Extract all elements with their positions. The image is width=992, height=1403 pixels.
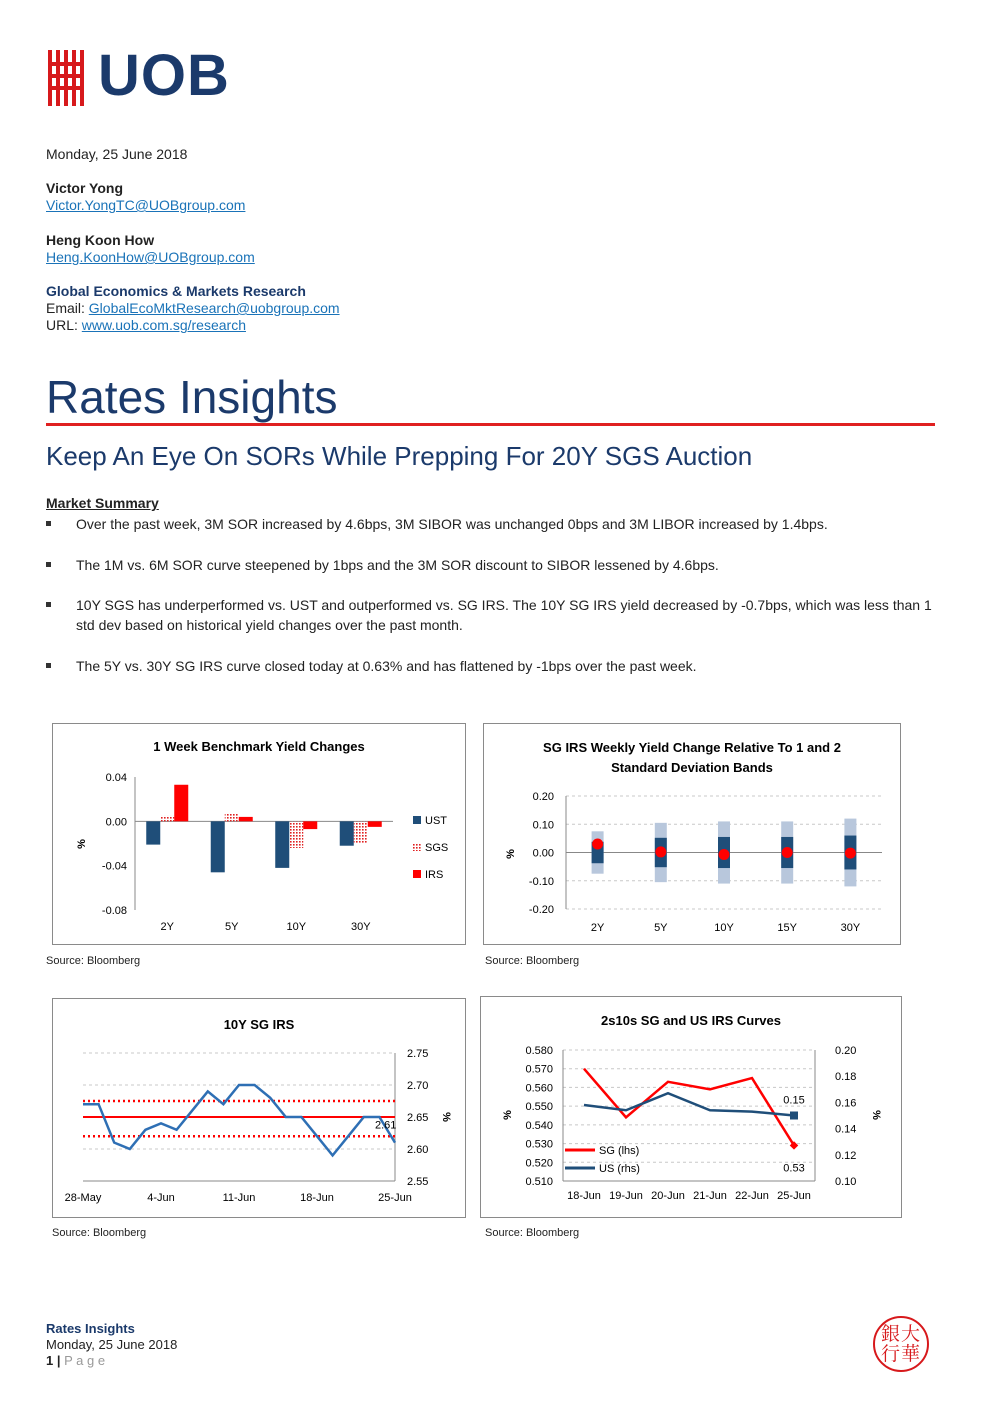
y-left-tick-label: 0.510 <box>525 1176 553 1188</box>
end-label-us: 0.15 <box>783 1094 805 1107</box>
chart-title: 2s10s SG and US IRS Curves <box>601 1013 781 1028</box>
weekly-change-point <box>592 839 603 850</box>
chart-10y-sg-irs-source: Source: Bloomberg <box>52 1227 147 1239</box>
x-tick-label: 5Y <box>225 921 239 933</box>
y-tick-label: 2.65 <box>407 1112 429 1124</box>
author-name-1: Victor Yong <box>46 180 124 196</box>
x-tick-label: 25-Jun <box>378 1192 412 1204</box>
bar-sgs <box>289 821 303 848</box>
team-url-line <box>46 317 246 334</box>
y-right-tick-label: 0.18 <box>835 1071 857 1084</box>
logo-text: UOB <box>98 43 230 108</box>
author-email-2[interactable]: Heng.KoonHow@UOBgroup.com <box>46 249 255 265</box>
chart-2s10s-svg <box>481 997 901 1217</box>
y-tick-label: 0.04 <box>105 772 127 784</box>
footer-page-number: 1 <box>46 1353 54 1368</box>
bar-irs <box>174 785 188 822</box>
y-left-axis-label: % <box>502 1110 514 1120</box>
chart-sd-bands <box>483 723 901 945</box>
y-left-tick-label: 0.570 <box>525 1063 553 1076</box>
x-tick-label: 5Y <box>654 922 668 934</box>
summary-bullet-text: The 1M vs. 6M SOR curve steepened by 1bps and the 3M SOR discount to SIBOR lessened by 4.6bps. <box>76 557 719 573</box>
y-right-tick-label: 0.16 <box>835 1097 857 1110</box>
chart-title-line: Standard Deviation Bands <box>611 760 773 775</box>
y-tick-label: 2.60 <box>407 1144 429 1156</box>
y-right-tick-label: 0.14 <box>835 1123 857 1136</box>
summary-bullet-text: Over the past week, 3M SOR increased by 4.6bps, 3M SIBOR was unchanged 0bps and 3M LIBOR increased by 1.4bps. <box>76 516 828 532</box>
bar-sgs <box>225 814 239 822</box>
series-line-10y-sg-irs <box>83 1085 395 1155</box>
x-tick-label: 18-Jun <box>300 1192 334 1204</box>
legend-swatch-ust <box>413 816 421 824</box>
x-tick-label: 2Y <box>590 922 605 934</box>
team-email-label: Email: <box>46 300 89 316</box>
chart-sd-bands-svg <box>484 724 900 944</box>
bullet-square-icon <box>46 521 51 526</box>
y-tick-label: 2.75 <box>407 1048 429 1060</box>
chart-2s10s <box>480 996 902 1218</box>
author-email-1[interactable]: Victor.YongTC@UOBgroup.com <box>46 197 246 213</box>
y-axis-label: % <box>505 849 517 859</box>
team-url-label: URL: <box>46 317 82 333</box>
legend-swatch-sgs <box>413 843 421 851</box>
last-value-label: 2.61 <box>375 1119 397 1132</box>
y-tick-label: 0.10 <box>532 819 554 832</box>
team-name: Global Economics & Markets Research <box>46 283 306 299</box>
x-tick-label: 18-Jun <box>567 1190 601 1202</box>
report-date: Monday, 25 June 2018 <box>46 146 188 162</box>
y-right-tick-label: 0.10 <box>835 1176 857 1188</box>
y-tick-label: 0.00 <box>532 847 554 860</box>
x-tick-label: 15Y <box>777 922 797 934</box>
x-tick-label: 19-Jun <box>609 1190 643 1202</box>
uob-chinese-seal <box>873 1316 929 1372</box>
y-left-tick-label: 0.520 <box>525 1157 553 1170</box>
y-tick-label: -0.10 <box>528 875 554 888</box>
y-left-tick-label: 0.540 <box>525 1119 553 1132</box>
y-right-tick-label: 0.20 <box>835 1045 857 1057</box>
bar-sgs <box>354 821 368 843</box>
y-tick-label: 2.70 <box>407 1080 429 1092</box>
x-tick-label: 25-Jun <box>777 1190 811 1202</box>
legend-label-us: US (rhs) <box>599 1163 640 1175</box>
x-tick-label: 4-Jun <box>147 1192 175 1204</box>
y-axis-label: % <box>440 1112 452 1122</box>
x-tick-label: 30Y <box>350 921 371 933</box>
legend-label-ust: UST <box>425 815 447 827</box>
seal-char-1: 銀 <box>881 1323 901 1345</box>
x-tick-label: 11-Jun <box>222 1192 256 1204</box>
chart-10y-sg-irs-svg <box>53 999 465 1217</box>
legend-label-irs: IRS <box>425 869 444 881</box>
y-left-tick-label: 0.580 <box>525 1045 553 1057</box>
bar-ust <box>211 821 225 872</box>
team-email[interactable]: GlobalEcoMktResearch@uobgroup.com <box>88 300 340 316</box>
bar-irs <box>303 821 317 829</box>
weekly-change-point <box>845 848 856 859</box>
team-email-line <box>46 300 340 317</box>
y-axis-label: % <box>76 839 88 849</box>
summary-bullet-text: The 5Y vs. 30Y SG IRS curve closed today at 0.63% and has flattened by -1bps over the past week. <box>76 658 697 674</box>
bar-sgs <box>160 816 174 822</box>
footer-page <box>46 1353 105 1368</box>
summary-bullet-2 <box>46 555 936 575</box>
y-left-tick-label: 0.550 <box>525 1101 553 1114</box>
y-tick-label: 2.55 <box>407 1176 429 1188</box>
title-rule <box>46 423 935 426</box>
series-line-sg <box>584 1069 794 1146</box>
y-right-tick-label: 0.12 <box>835 1149 857 1162</box>
bar-ust <box>340 821 354 845</box>
chart-yield-changes-svg <box>53 724 465 944</box>
chart-title: 10Y SG IRS <box>223 1017 295 1032</box>
y-right-axis-label: % <box>870 1110 882 1120</box>
x-tick-label: 2Y <box>160 921 174 933</box>
weekly-change-point <box>719 849 730 860</box>
footer-date: Monday, 25 June 2018 <box>46 1337 178 1352</box>
chart-title-line: SG IRS Weekly Yield Change Relative To 1 and 2 <box>543 740 841 755</box>
chart-2s10s-source: Source: Bloomberg <box>485 1227 580 1239</box>
y-tick-label: 0.20 <box>532 791 554 803</box>
bullet-square-icon <box>46 663 51 668</box>
legend-swatch-irs <box>413 870 421 878</box>
summary-bullet-1 <box>46 514 936 534</box>
team-url[interactable]: www.uob.com.sg/research <box>81 317 246 333</box>
uob-logo <box>46 43 256 108</box>
report-subtitle: Keep An Eye On SORs While Prepping For 20Y SGS Auction <box>46 441 753 471</box>
seal-char-2: 大 <box>901 1323 921 1345</box>
chart-yield-changes-source: Source: Bloomberg <box>46 955 141 967</box>
x-tick-label: 20-Jun <box>651 1190 685 1202</box>
footer-title: Rates Insights <box>46 1321 135 1336</box>
bullet-square-icon <box>46 562 51 567</box>
bar-irs <box>368 821 382 827</box>
footer-page-word: P a g e <box>64 1353 106 1368</box>
chart-10y-sg-irs <box>52 998 466 1218</box>
legend-label-sgs: SGS <box>425 842 449 854</box>
footer-page-separator-icon: | <box>56 1353 61 1368</box>
bar-irs <box>239 817 253 821</box>
y-left-tick-label: 0.530 <box>525 1138 553 1151</box>
chart-title: 1 Week Benchmark Yield Changes <box>153 739 365 754</box>
seal-char-4: 華 <box>901 1343 921 1365</box>
y-tick-label: 0.00 <box>105 816 127 829</box>
x-tick-label: 22-Jun <box>735 1190 769 1202</box>
y-tick-label: -0.04 <box>101 860 127 873</box>
x-tick-label: 28-May <box>64 1192 102 1204</box>
x-tick-label: 10Y <box>714 922 734 934</box>
weekly-change-point <box>782 847 793 858</box>
summary-bullet-4 <box>46 656 936 676</box>
y-tick-label: -0.08 <box>101 905 127 917</box>
legend-label-sg: SG (lhs) <box>599 1145 640 1157</box>
report-title: Rates Insights <box>46 371 338 423</box>
series-end-marker-us <box>790 1112 798 1120</box>
summary-bullet-text: 10Y SGS has underperformed vs. UST and outperformed vs. SG IRS. The 10Y SG IRS yield decreased by -0.7bps, which was less than 1 std dev based on historical yield changes over the past month. <box>76 597 932 633</box>
weekly-change-point <box>655 846 666 857</box>
bar-ust <box>275 821 289 868</box>
seal-char-3: 行 <box>881 1343 901 1365</box>
summary-heading: Market Summary <box>46 495 159 511</box>
end-label-sg: 0.53 <box>783 1162 805 1175</box>
bar-ust <box>146 821 160 844</box>
y-tick-label: -0.20 <box>528 904 554 916</box>
x-tick-label: 10Y <box>286 921 307 933</box>
bullet-square-icon <box>46 602 51 607</box>
y-left-tick-label: 0.560 <box>525 1082 553 1095</box>
chart-sd-bands-source: Source: Bloomberg <box>485 955 580 967</box>
author-name-2: Heng Koon How <box>46 232 155 248</box>
x-tick-label: 30Y <box>840 922 861 934</box>
x-tick-label: 21-Jun <box>693 1190 727 1202</box>
chart-yield-changes <box>52 723 466 945</box>
summary-bullet-3 <box>46 595 936 635</box>
